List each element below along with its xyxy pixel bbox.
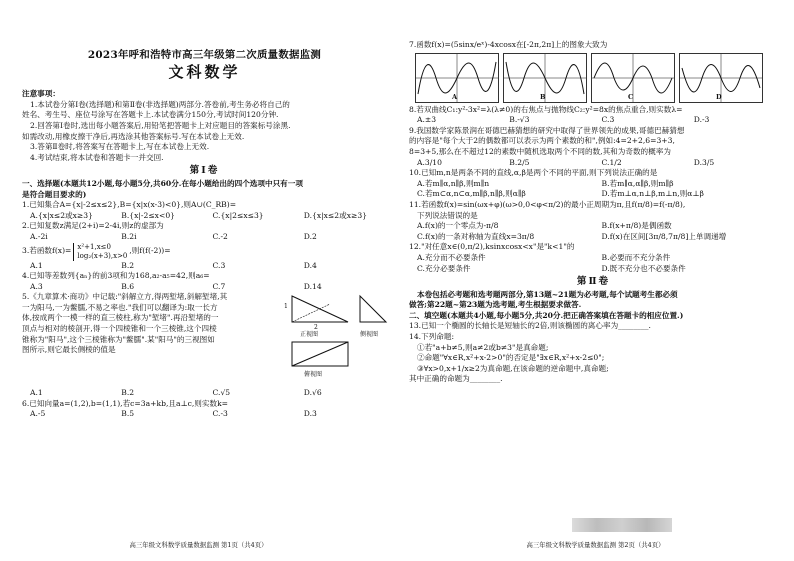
question-1-stem: 1.已知集合A={x|-2≤x≤2},B={x|x(x-3)<0},则A∪(C_RB)= <box>22 200 237 210</box>
front-view-label: 正视图 <box>300 331 319 339</box>
question-5-text <box>22 292 277 356</box>
notice-list <box>22 100 387 164</box>
option-b: B.2 <box>121 260 135 270</box>
piecewise-function <box>73 243 127 261</box>
notice-line: 2.回答第Ⅰ卷时,选出每小题答案后,用铅笔把答题卡上对应题目的答案标号涂黑. <box>30 120 291 130</box>
option-c: C.充分必要条件 <box>417 263 471 273</box>
page-2-footer: 高三年级文科数学质量数据监测 第2页（共4页） <box>526 541 665 549</box>
option-c: C.{x|2≤x≤3} <box>212 210 264 220</box>
question-9-options <box>409 158 778 169</box>
q5-line: 顶点与相对的棱剖开,得一个四棱锥和一个三棱锥,这个四棱 <box>22 324 217 334</box>
q9-line: 的内容是"每个大于2的偶数都可以表示为两个素数的和",例如:4=2+2,6=3+3, <box>409 136 675 146</box>
part1-title: 第Ⅰ卷 <box>189 165 220 177</box>
question-11-options-row2 <box>409 232 778 243</box>
q5-line: 5.《九章算术·商功》中记载:"斜解立方,得两堑堵,斜解堑堵,其 <box>22 292 228 302</box>
notice-line: 如需改动,用橡皮擦干净后,再选涂其他答案标号.写在本试卷上无效. <box>22 131 245 141</box>
option-d: D.4 <box>303 260 317 270</box>
top-view-label: 俯视图 <box>304 371 323 379</box>
page-2-content <box>409 40 778 385</box>
question-11-options-row1 <box>409 221 778 232</box>
notice-label: 注意事项： <box>22 89 60 99</box>
piece-1: x²+1,x≤0 <box>77 242 111 251</box>
option-b: B.若m∥α,α∥β,则m∥β <box>601 178 674 188</box>
option-a: A.-2i <box>30 231 48 241</box>
option-a: A.3 <box>30 281 43 291</box>
graph-label-b: B <box>540 93 546 101</box>
option-d: D.3/5 <box>693 157 715 167</box>
option-a: A.f(x)的一个零点为-π/8 <box>417 221 499 231</box>
q14-item: ②命题"∀x∈R,x²+x-2>0"的否定是"∃x∈R,x²+x-2≤0"; <box>417 353 605 363</box>
q5-line: 锥称为"阳马",这个三棱锥称为"鳖臑".某"阳马"的三视图如 <box>22 334 215 344</box>
option-b: B.必要而不充分条件 <box>601 252 671 262</box>
question-5 <box>22 292 387 388</box>
notice-line: 3.答第Ⅱ卷时,将答案写在答题卡上,写在本试卷上无效. <box>30 142 210 152</box>
question-3-stem <box>22 243 387 261</box>
option-a: A.1 <box>30 388 43 398</box>
question-12-stem: 12."对任意x∈(0,π/2),ksinxcosx<x"是"k<1"的 <box>409 242 575 252</box>
q3-stem-end: ,则f(f(-2))= <box>129 246 171 256</box>
question-7-stem: 7.函数f(x)=(5sinx/eˣ)-4xcosx在[-2π,2π]上的图象大致为 <box>409 40 608 49</box>
question-11-sub: 下列说法错误的是 <box>417 210 478 220</box>
graph-option-b <box>503 53 587 103</box>
page-1-content <box>22 0 387 420</box>
graph-label-c: C <box>628 93 634 101</box>
option-a: A.若m∥α,n∥β,则m∥n <box>417 178 490 188</box>
section2-heading: 二、填空题(本题共4小题,每小题5分,共20分.把正确答案填在答题卡的相应位置.) <box>409 310 684 320</box>
q5-line: 图所示,则它最长侧棱的值是 <box>22 345 116 355</box>
q5-line: 体,按成两个一模一样的直三棱柱,称为"堑堵".再沿堑堵的一 <box>22 313 219 323</box>
question-7-graphs <box>415 53 778 103</box>
graph-option-a <box>415 53 499 103</box>
option-a: A.{x|x≤2或x≥3} <box>30 210 93 220</box>
section1-heading: 是符合题目要求的) <box>22 189 87 199</box>
option-d: D.{x|x≤2或x≥3} <box>303 210 368 220</box>
option-b: B.2 <box>121 388 135 398</box>
option-b: B.6 <box>121 281 135 291</box>
question-12-options-row1 <box>409 253 778 264</box>
exam-title: 2023年呼和浩特市高三年级第二次质量数据监测 <box>87 49 322 61</box>
graph-label-d: D <box>716 93 722 101</box>
option-c: C.7 <box>212 281 226 291</box>
option-a: A.1 <box>30 260 43 270</box>
question-12-options-row2 <box>409 264 778 275</box>
q14-item: ③∀x>0,x+1/x≥2为真命题,在该命题的逆命题中,真命题; <box>417 363 609 373</box>
option-d: D.3 <box>303 409 317 419</box>
notice-line: 姓名、考生号、座位号涂写在答题卡上.本试卷满分150分,考试时间120分钟. <box>22 110 279 120</box>
section1-heading: 一、选择题(本题共12小题,每小题5分,共60分.在每小题给出的四个选项中只有一项 <box>22 178 303 188</box>
q14-item: ①若"a+b≠5,则a≠2或b≠3"是真命题; <box>417 342 549 352</box>
three-view-figure <box>284 292 390 388</box>
part2-intro: 做答;第22题~第23题为选考题,考生根据要求做答. <box>409 300 582 310</box>
option-d: D.-3 <box>693 115 710 125</box>
question-6-stem: 6.已知向量a=(1,2),b=(1,1),若c=3a+kb,且a⊥c,则实数k= <box>22 398 229 408</box>
question-10-options-row1 <box>409 179 778 190</box>
option-c: C.1/2 <box>601 157 622 167</box>
option-b: B.-√3 <box>509 115 530 125</box>
option-b: B.2i <box>121 231 137 241</box>
question-4-options <box>22 282 387 293</box>
question-10-options-row2 <box>409 189 778 200</box>
graph-option-c <box>591 53 675 103</box>
piece-2: log₂(x+3),x>0 <box>77 251 128 260</box>
graph-label-a: A <box>452 93 458 101</box>
page-1-footer: 高三年级文科数学质量数据监测 第1页（共4页） <box>129 541 268 549</box>
q3-stem-start: 3.若函数f(x)= <box>22 246 72 256</box>
question-8-stem: 8.若双曲线C₁:y²-3x²=λ(λ≠0)的右焦点与抛物线C₂:y²=8x的焦点重合,则实数λ= <box>409 104 683 114</box>
dimension-label-height: 1 <box>284 303 288 311</box>
option-c: C.√5 <box>212 388 231 398</box>
option-b: B.5 <box>121 409 135 419</box>
part2-intro: 本卷包括必考题和选考题两部分,第13题~21题为必考题,每个试题考生都必须 <box>417 289 678 299</box>
option-d: D.2 <box>303 231 317 241</box>
option-c: C.若m⊂α,n⊂α,m∥β,n∥β,则α∥β <box>417 189 526 199</box>
question-5-options <box>22 388 387 399</box>
option-c: C.3 <box>601 115 615 125</box>
option-d: D.f(x)在区间[3π/8,7π/8]上单调递增 <box>601 231 727 241</box>
subject-title: 文科数学 <box>168 62 241 81</box>
question-6-options <box>22 409 387 420</box>
option-a: A.-5 <box>30 409 46 419</box>
q9-line: 9.我国数学家陈景润在哥德巴赫猜想的研究中取得了世界领先的成果,哥德巴赫猜想 <box>409 125 685 135</box>
question-1-options <box>22 211 387 222</box>
option-c: C.-3 <box>212 409 228 419</box>
option-d: D.√6 <box>303 388 322 398</box>
option-c: C.f(x)的一条对称轴为直线x=3π/8 <box>417 231 535 241</box>
notice-line: 1.本试卷分第Ⅰ卷(选择题)和第Ⅱ卷(非选择题)两部分.答卷前,考生务必将自己的 <box>30 99 290 109</box>
q9-line: 8=3+5,那么在不超过12的素数中随机选取两个不同的数,其和为奇数的概率为 <box>409 146 671 156</box>
question-13: 13.已知一个椭圆的长轴长是短轴长的2倍,则该椭圆的离心率为________. <box>409 321 651 331</box>
side-view-label: 侧视图 <box>360 331 379 339</box>
question-3-options <box>22 261 387 272</box>
q14-item: 其中正确的命题为________. <box>409 374 503 384</box>
option-b: B.2/5 <box>509 157 530 167</box>
option-d: D.既不充分也不必要条件 <box>601 263 686 273</box>
option-a: A.充分而不必要条件 <box>417 252 486 262</box>
question-8-options <box>409 115 778 126</box>
option-d: D.若m⊥α,n⊥β,m⊥n,则α⊥β <box>601 189 704 199</box>
question-10-stem: 10.已知m,n是两条不同的直线,α,β是两个不同的平面,则下列说法正确的是 <box>409 168 658 178</box>
option-b: B.{x|-2≤x<0} <box>121 210 175 220</box>
option-b: B.f(x+π/8)是偶函数 <box>601 221 672 231</box>
notice-line: 4.考试结束,将本试卷和答题卡一并交回. <box>30 152 164 162</box>
option-c: C.3 <box>212 260 226 270</box>
option-a: A.±3 <box>417 115 437 125</box>
question-11-stem: 11.若函数f(x)=sin(ωx+φ)(ω>0,0<φ<π/2)的最小正周期为π,且f(π/8)=f(-π/8), <box>409 199 686 209</box>
graph-option-d <box>679 53 763 103</box>
option-a: A.3/10 <box>417 157 442 167</box>
question-2-options <box>22 232 387 243</box>
question-2-stem: 2.已知复数z满足(2+i)=2-4i,则z的虚部为 <box>22 221 164 231</box>
exam-page-2 <box>397 0 794 561</box>
q5-line: 一为阳马,一为鳖臑,不易之率也."我们可以翻译为:取一长方 <box>22 302 218 312</box>
part2-title: 第Ⅱ卷 <box>576 276 611 288</box>
option-d: D.14 <box>303 281 322 291</box>
option-c: C.-2 <box>212 231 228 241</box>
question-14-stem: 14.下列命题: <box>409 332 455 342</box>
watermark-stamp <box>572 518 672 532</box>
dimension-label-width: 2 <box>314 324 318 332</box>
question-4-stem: 4.已知等差数列{aₙ}的前3项和为168,a₂-a₅=42,则a₆= <box>22 271 210 281</box>
